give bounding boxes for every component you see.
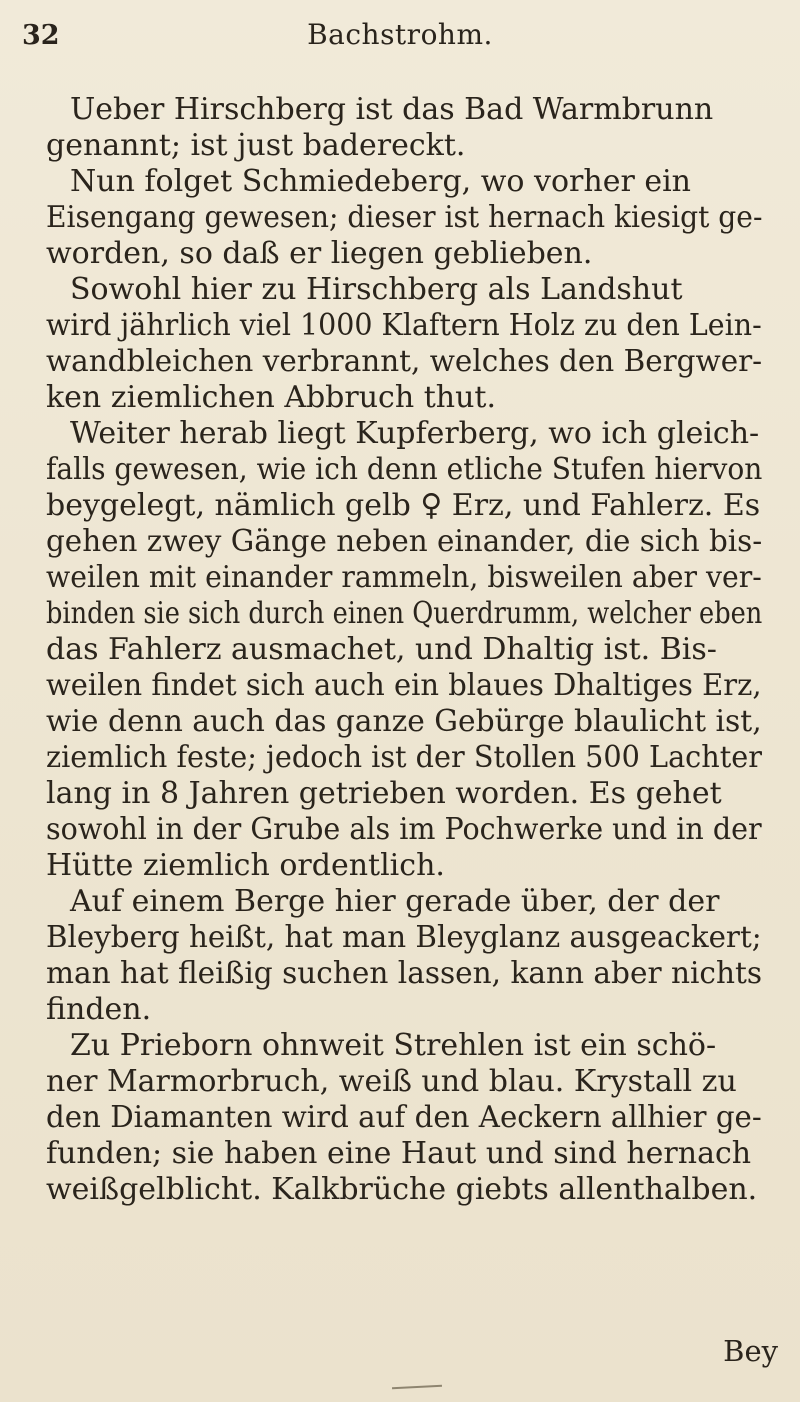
text-line: Ueber Hirschberg ist das Bad Warmbrunn [70, 92, 714, 127]
text-line: funden; sie haben eine Haut und sind hernach [46, 1136, 752, 1171]
page-header [0, 0, 800, 70]
text-line: Auf einem Berge hier gerade über, der der [70, 884, 720, 919]
text-line: Zu Prieborn ohnweit Strehlen ist ein schö- [70, 1028, 717, 1063]
text-line: das Fahlerz ausmachet, und Dhaltig ist. Bis- [46, 632, 717, 667]
text-line: wird jährlich viel 1000 Klaftern Holz zu den Lein- [46, 308, 762, 343]
text-line: worden, so daß er liegen geblieben. [46, 236, 593, 271]
text-line: falls gewesen, wie ich denn etliche Stufen hiervon [46, 452, 763, 487]
text-line: lang in 8 Jahren getrieben worden. Es gehet [46, 776, 722, 811]
text-line: gehen zwey Gänge neben einander, die sich bis- [46, 524, 763, 559]
catchword: Bey [723, 1334, 778, 1368]
running-head: Bachstrohm. [307, 18, 493, 51]
text-line: weißgelblicht. Kalkbrüche giebts allenthalben. [46, 1172, 758, 1207]
text-line: ziemlich feste; jedoch ist der Stollen 500 Lachter [46, 740, 762, 775]
text-line: den Diamanten wird auf den Aeckern allhier ge- [46, 1100, 762, 1135]
text-line: Bleyberg heißt, hat man Bleyglanz ausgeackert; [46, 920, 762, 955]
text-line: beygelegt, nämlich gelb ♀ Erz, und Fahlerz. Es [46, 488, 761, 523]
text-line: wandbleichen verbrannt, welches den Bergwer- [46, 344, 763, 379]
text-line: man hat fleißig suchen lassen, kann aber nichts [46, 956, 763, 991]
page-number: 32 [22, 20, 60, 51]
text-line: ner Marmorbruch, weiß und blau. Krystall zu [46, 1064, 737, 1099]
text-line: Weiter herab liegt Kupferberg, wo ich gleich- [70, 416, 760, 451]
text-line: Hütte ziemlich ordentlich. [46, 848, 445, 883]
text-line: weilen findet sich auch ein blaues Dhaltiges Erz, [46, 668, 762, 703]
text-line: binden sie sich durch einen Querdrumm, welcher eben [46, 596, 763, 631]
text-line: finden. [46, 992, 152, 1027]
text-line: weilen mit einander rammeln, bisweilen aber ver- [46, 560, 762, 595]
text-line: ken ziemlichen Abbruch thut. [46, 380, 496, 415]
text-line: Nun folget Schmiedeberg, wo vorher ein [70, 164, 691, 199]
pen-mark [392, 1385, 442, 1390]
text-line: wie denn auch das ganze Gebürge blaulicht ist, [46, 704, 762, 739]
text-line: sowohl in der Grube als im Pochwerke und in der [46, 812, 762, 847]
text-line: Eisengang gewesen; dieser ist hernach kiesigt ge- [46, 200, 763, 235]
text-line: genannt; ist just badereckt. [46, 128, 466, 163]
text-line: Sowohl hier zu Hirschberg als Landshut [70, 272, 683, 307]
